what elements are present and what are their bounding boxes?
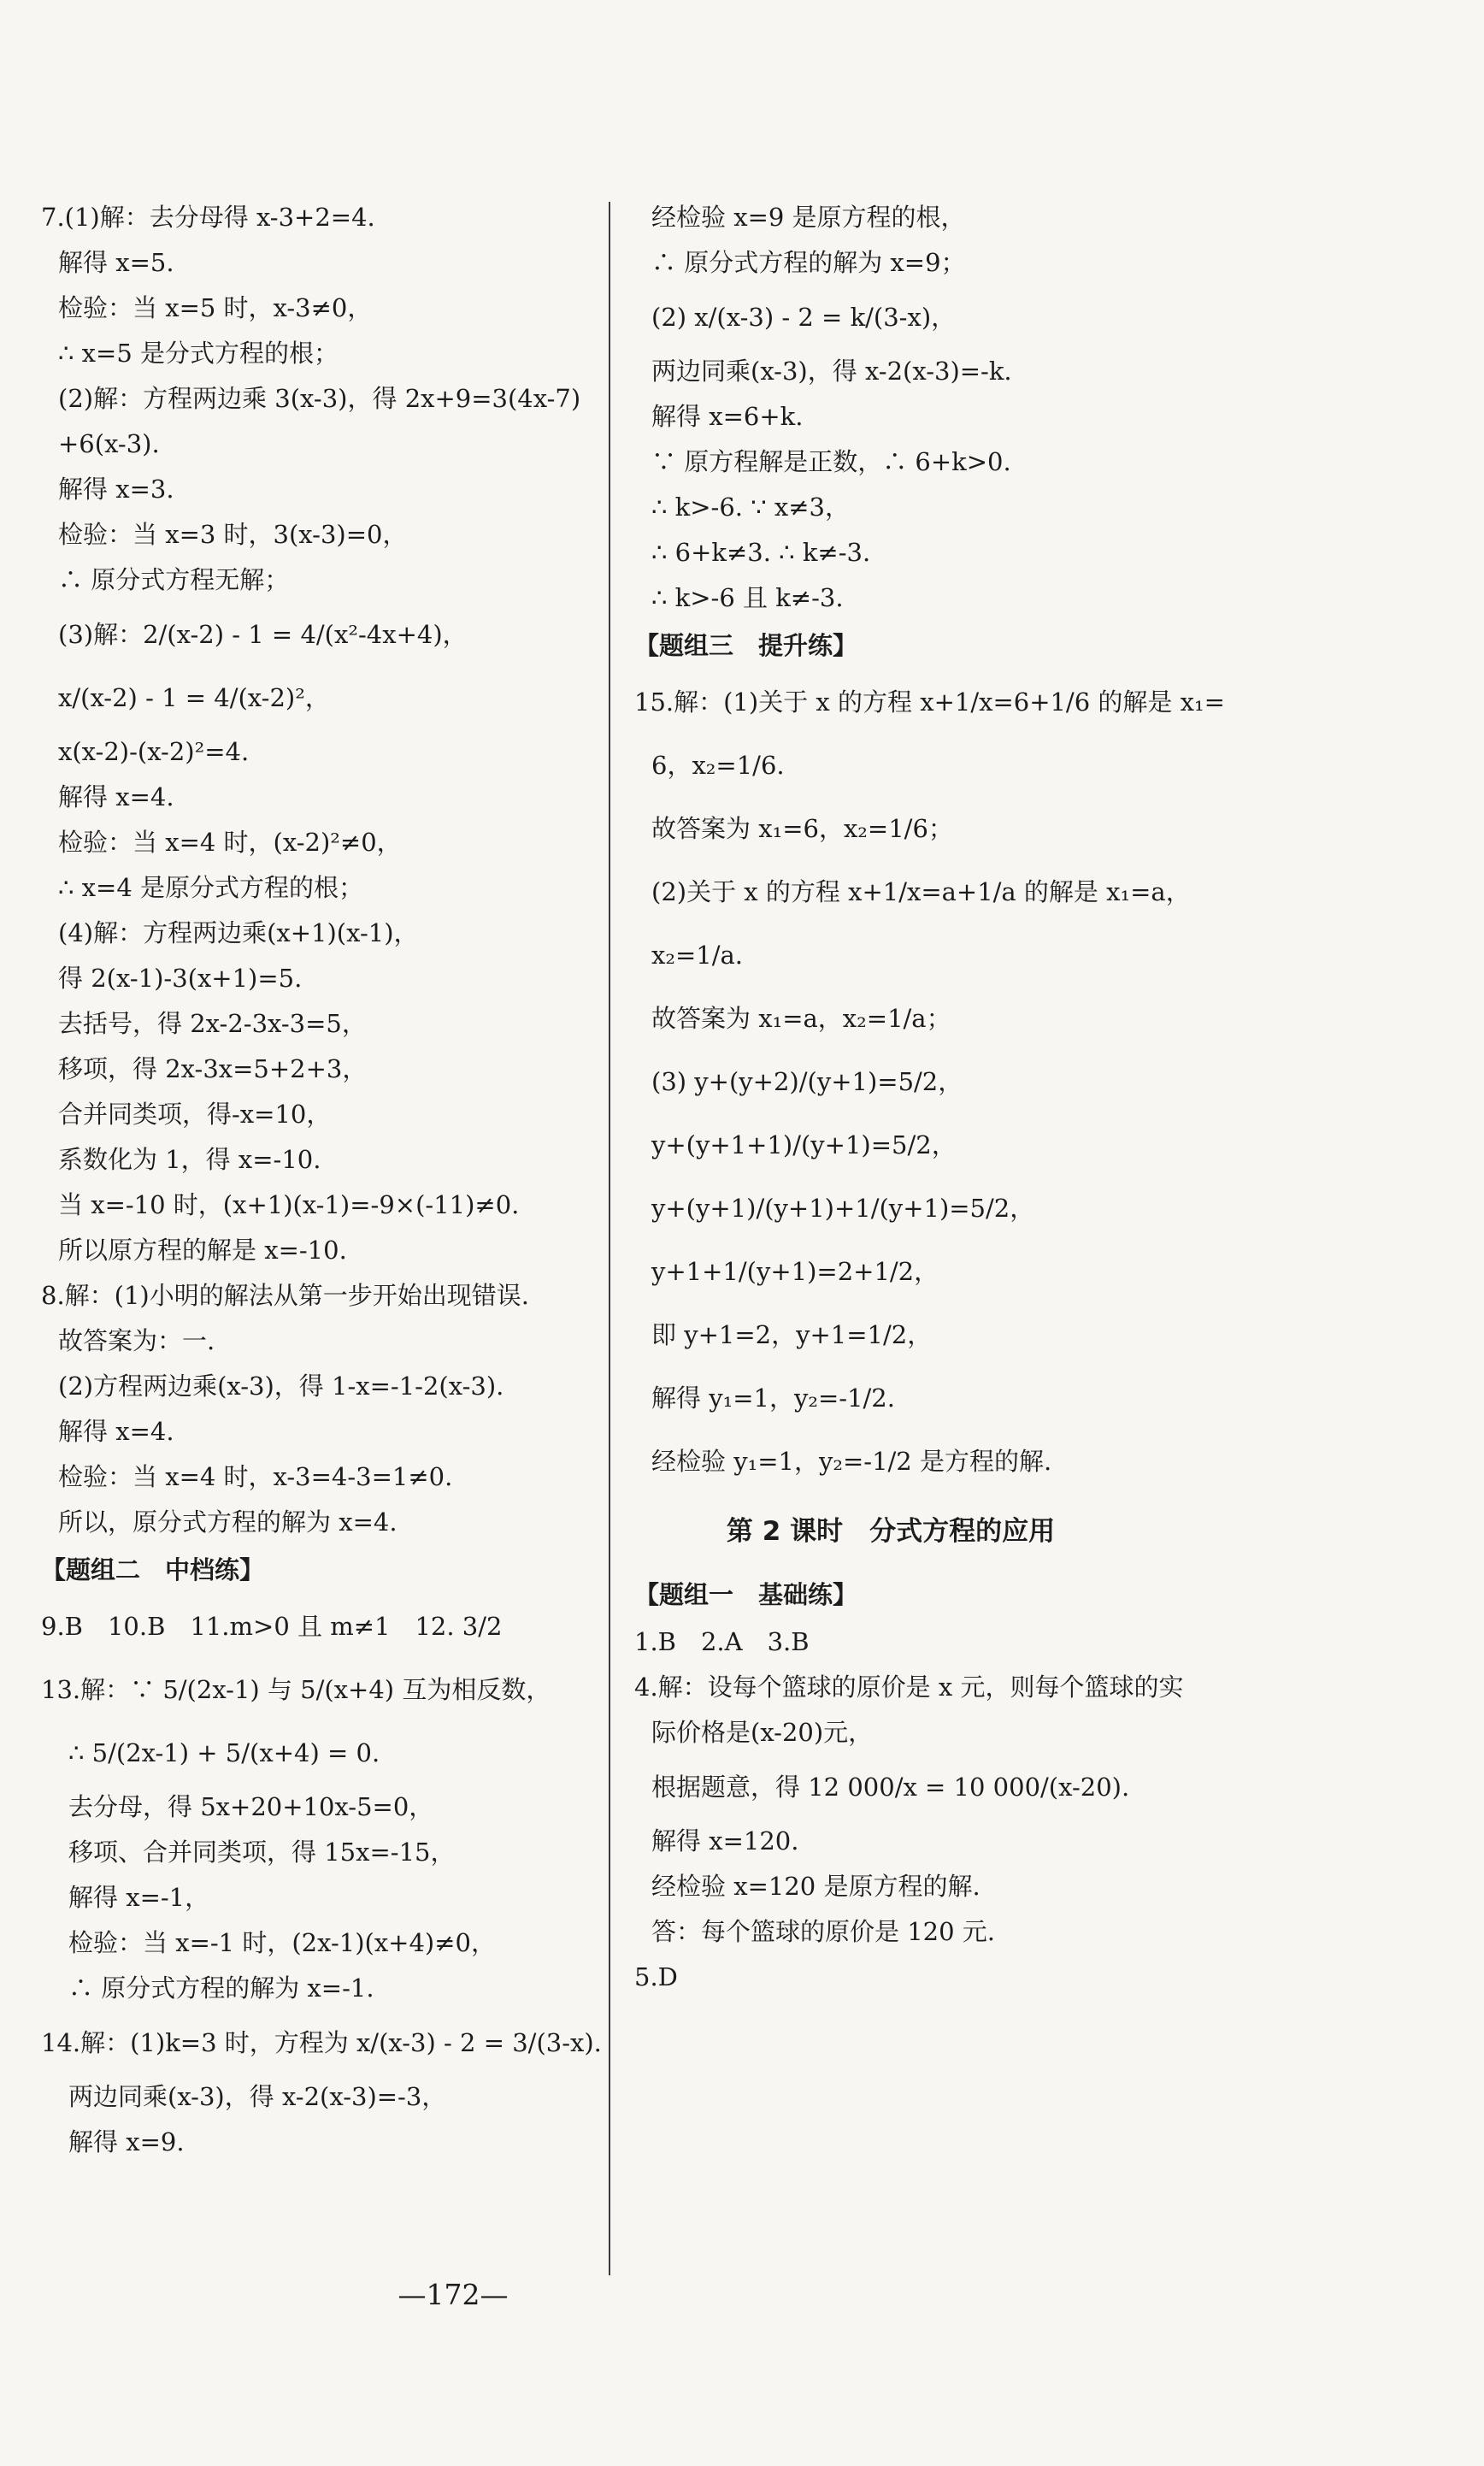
solution-line: 经检验 y₁=1，y₂=-1/2 是方程的解. [651, 1447, 1052, 1476]
solution-line: y+(y+1)/(y+1)+1/(y+1)=5/2， [651, 1194, 1035, 1223]
left-column [41, 195, 602, 2165]
solution-line: 解得 x=4. [58, 782, 174, 811]
solution-line: 系数化为 1，得 x=-10. [58, 1145, 321, 1174]
solution-line: x/(x-2) - 1 = 4/(x-2)²， [58, 683, 330, 712]
solution-line: 检验：当 x=3 时，3(x-3)=0， [58, 520, 408, 549]
question-line: 7.(1)解：去分母得 x-3+2=4. [41, 203, 375, 232]
solution-line: 两边同乘(x-3)，得 x-2(x-3)=-3， [68, 2082, 447, 2111]
question-line: 14.解：(1)k=3 时，方程为 x/(x-3) - 2 = 3/(3-x). [41, 2028, 602, 2057]
solution-line: 去括号，得 2x-2-3x-3=5， [58, 1009, 367, 1038]
question-line: 1.B 2.A 3.B [634, 1627, 810, 1656]
solution-line: 解得 x=5. [58, 248, 174, 277]
question-line: 13.解：∵ 5/(2x-1) 与 5/(x+4) 互为相反数， [41, 1675, 551, 1704]
solution-line: 故答案为 x₁=6，x₂=1/6； [651, 814, 953, 843]
question-line: 15.解：(1)关于 x 的方程 x+1/x=6+1/6 的解是 x₁= [634, 687, 1225, 717]
solution-line: 经检验 x=9 是原方程的根， [651, 203, 966, 232]
question-line: 8.解：(1)小明的解法从第一步开始出现错误. [41, 1281, 529, 1310]
solution-line: ∴ k>-6 且 k≠-3. [651, 583, 844, 612]
solution-line: (4)解：方程两边乘(x+1)(x-1)， [58, 918, 419, 947]
solution-line: (2)解：方程两边乘 3(x-3)，得 2x+9=3(4x-7) [58, 384, 581, 413]
solution-line: 解得 x=-1， [68, 1883, 210, 1912]
solution-line: y+(y+1+1)/(y+1)=5/2， [651, 1130, 957, 1159]
solution-line: 解得 x=6+k. [651, 402, 804, 431]
solution-line: 移项，得 2x-3x=5+2+3， [58, 1054, 368, 1083]
solution-line: (2) x/(x-3) - 2 = k/(3-x)， [651, 303, 957, 332]
solution-line: 去分母，得 5x+20+10x-5=0， [68, 1792, 434, 1821]
solution-line: 答：每个篮球的原价是 120 元. [651, 1917, 996, 1946]
solution-line: 解得 x=120. [651, 1826, 799, 1855]
section-heading: 【题组一 基础练】 [634, 1580, 858, 1609]
solution-line: 际价格是(x-20)元， [651, 1718, 874, 1747]
solution-line: 得 2(x-1)-3(x+1)=5. [58, 964, 303, 993]
solution-line: 检验：当 x=4 时，(x-2)²≠0， [58, 828, 402, 857]
solution-line: 检验：当 x=-1 时，(2x-1)(x+4)≠0， [68, 1928, 496, 1957]
lesson-title: 第 2 课时 分式方程的应用 [726, 1516, 1056, 1547]
solution-line: 移项、合并同类项，得 15x=-15， [68, 1838, 456, 1867]
section-heading: 【题组二 中档练】 [41, 1555, 265, 1584]
solution-line: 合并同类项，得-x=10， [58, 1100, 332, 1129]
solution-line: 即 y+1=2，y+1=1/2， [651, 1320, 933, 1349]
solution-line: ∵ 原方程解是正数，∴ 6+k>0. [651, 447, 1011, 476]
section-heading: 【题组三 提升练】 [634, 631, 858, 660]
solution-line: 根据题意，得 12 000/x = 10 000/(x-20). [651, 1773, 1130, 1802]
solution-line: 解得 x=9. [68, 2127, 185, 2156]
solution-line: ∴ x=4 是原分式方程的根； [58, 873, 363, 902]
solution-line: ∴ 原分式方程无解； [58, 565, 290, 594]
solution-line: 所以原方程的解是 x=-10. [58, 1236, 347, 1265]
solution-line: 检验：当 x=4 时，x-3=4-3=1≠0. [58, 1462, 453, 1491]
column-divider [609, 202, 610, 2275]
solution-line: 6，x₂=1/6. [651, 751, 785, 780]
solution-line: 当 x=-10 时，(x+1)(x-1)=-9×(-11)≠0. [58, 1190, 520, 1219]
solution-line: 解得 x=4. [58, 1417, 174, 1446]
solution-line: (3)解：2/(x-2) - 1 = 4/(x²-4x+4)， [58, 620, 468, 649]
solution-line: ∴ 6+k≠3. ∴ k≠-3. [651, 538, 871, 567]
solution-line: 所以，原分式方程的解为 x=4. [58, 1507, 398, 1537]
solution-line: ∴ x=5 是分式方程的根； [58, 339, 339, 368]
solution-line: ∴ 原分式方程的解为 x=-1. [68, 1973, 374, 2003]
solution-line: (2)方程两边乘(x-3)，得 1-x=-1-2(x-3). [58, 1372, 504, 1401]
question-line: 4.解：设每个篮球的原价是 x 元，则每个篮球的实 [634, 1673, 1184, 1702]
question-line: 9.B 10.B 11.m>0 且 m≠1 12. 3/2 [41, 1612, 503, 1641]
solution-line: ∴ 原分式方程的解为 x=9； [651, 248, 966, 277]
right-column [634, 195, 1225, 2000]
solution-line: 检验：当 x=5 时，x-3≠0， [58, 293, 373, 322]
solution-line: ∴ 5/(2x-1) + 5/(x+4) = 0. [68, 1738, 380, 1767]
solution-line: x(x-2)-(x-2)²=4. [58, 737, 250, 766]
solution-line: ∴ k>-6. ∵ x≠3， [651, 493, 851, 522]
solution-line: +6(x-3). [58, 429, 160, 458]
solution-line: 故答案为：一. [58, 1326, 215, 1355]
solution-line: (3) y+(y+2)/(y+1)=5/2， [651, 1067, 963, 1096]
solution-line: 经检验 x=120 是原方程的解. [651, 1872, 980, 1901]
solution-line: 解得 y₁=1，y₂=-1/2. [651, 1383, 895, 1413]
question-line: 5.D [634, 1962, 678, 1991]
solution-line: 故答案为 x₁=a，x₂=1/a； [651, 1004, 951, 1033]
solution-line: x₂=1/a. [651, 941, 744, 970]
solution-line: 解得 x=3. [58, 475, 174, 504]
solution-line: 两边同乘(x-3)，得 x-2(x-3)=-k. [651, 357, 1012, 386]
solution-line: (2)关于 x 的方程 x+1/x=a+1/a 的解是 x₁=a， [651, 877, 1191, 906]
solution-line: y+1+1/(y+1)=2+1/2， [651, 1257, 939, 1286]
page-number: —172— [398, 2278, 509, 2311]
